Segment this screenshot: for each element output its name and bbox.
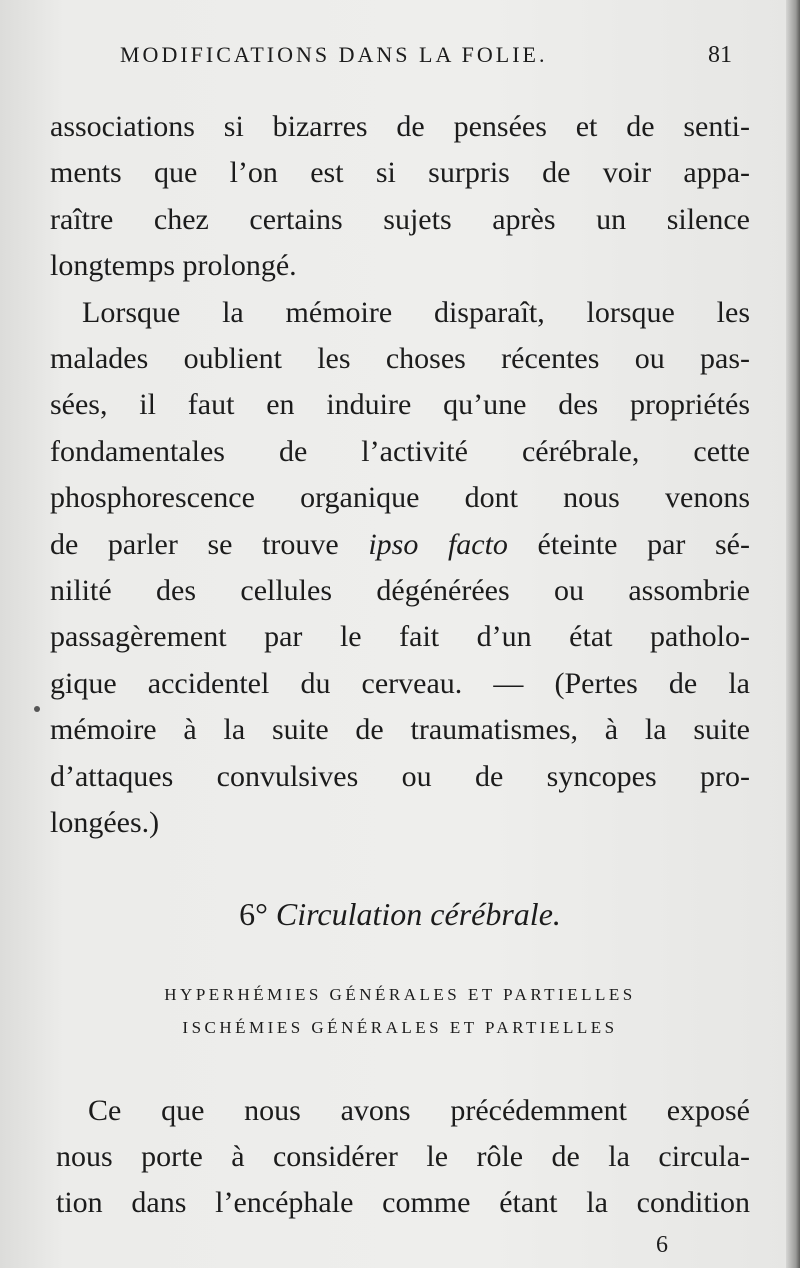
text-line: nilité des cellules dégénérées ou assombrie — [50, 574, 750, 608]
text-line: Ce que nous avons précédemment exposé — [88, 1094, 750, 1127]
text-line: longtemps prolongé. — [50, 249, 297, 283]
italic-phrase: ipso facto — [368, 527, 508, 561]
text-line: sées, il faut en induire qu’une des propriétés — [50, 388, 750, 422]
text-line: gique accidentel du cerveau. — (Pertes de la — [50, 666, 750, 700]
text-line: mémoire à la suite de traumatismes, à la suite — [50, 713, 750, 747]
text-line: phosphorescence organique dont nous venons — [50, 481, 750, 515]
ink-speck — [34, 706, 40, 712]
subheading-ischemies: ISCHÉMIES GÉNÉRALES ET PARTIELLES — [182, 1018, 618, 1037]
signature-mark: 6 — [656, 1232, 668, 1258]
section-heading — [50, 896, 750, 933]
section-number: 6° — [239, 896, 268, 932]
running-head-title: MODIFICATIONS DANS LA FOLIE. — [120, 42, 548, 67]
text-line: nous porte à considérer le rôle de la circula- — [56, 1140, 750, 1173]
page-edge-shadow — [786, 0, 800, 1268]
text-segment: de parler se trouve — [50, 527, 369, 561]
section-title: Circulation cérébrale. — [275, 896, 561, 932]
text-line: raître chez certains sujets après un silence — [50, 202, 750, 236]
text-line: ments que l’on est si surpris de voir appa- — [50, 156, 750, 190]
page-number: 81 — [708, 42, 732, 68]
text-line: d’attaques convulsives ou de syncopes pro- — [50, 759, 750, 793]
text-line: Lorsque la mémoire disparaît, lorsque les — [82, 295, 750, 329]
text-line: longées.) — [50, 806, 160, 840]
body-text — [50, 104, 750, 847]
running-head — [120, 42, 760, 78]
text-line-with-italic — [50, 522, 750, 568]
text-segment: éteinte par sé- — [507, 527, 750, 561]
text-line: fondamentales de l’activité cérébrale, cette — [50, 434, 750, 468]
text-line: tion dans l’encéphale comme étant la condition — [56, 1186, 750, 1219]
text-line: malades oublient les choses récentes ou pas- — [50, 342, 750, 376]
subheading-hyperhemies: HYPERHÉMIES GÉNÉRALES ET PARTIELLES — [164, 985, 636, 1004]
text-line: associations si bizarres de pensées et de senti- — [50, 110, 750, 143]
body-text-continued — [56, 1088, 750, 1226]
text-line: passagèrement par le fait d’un état patholo- — [50, 620, 750, 654]
